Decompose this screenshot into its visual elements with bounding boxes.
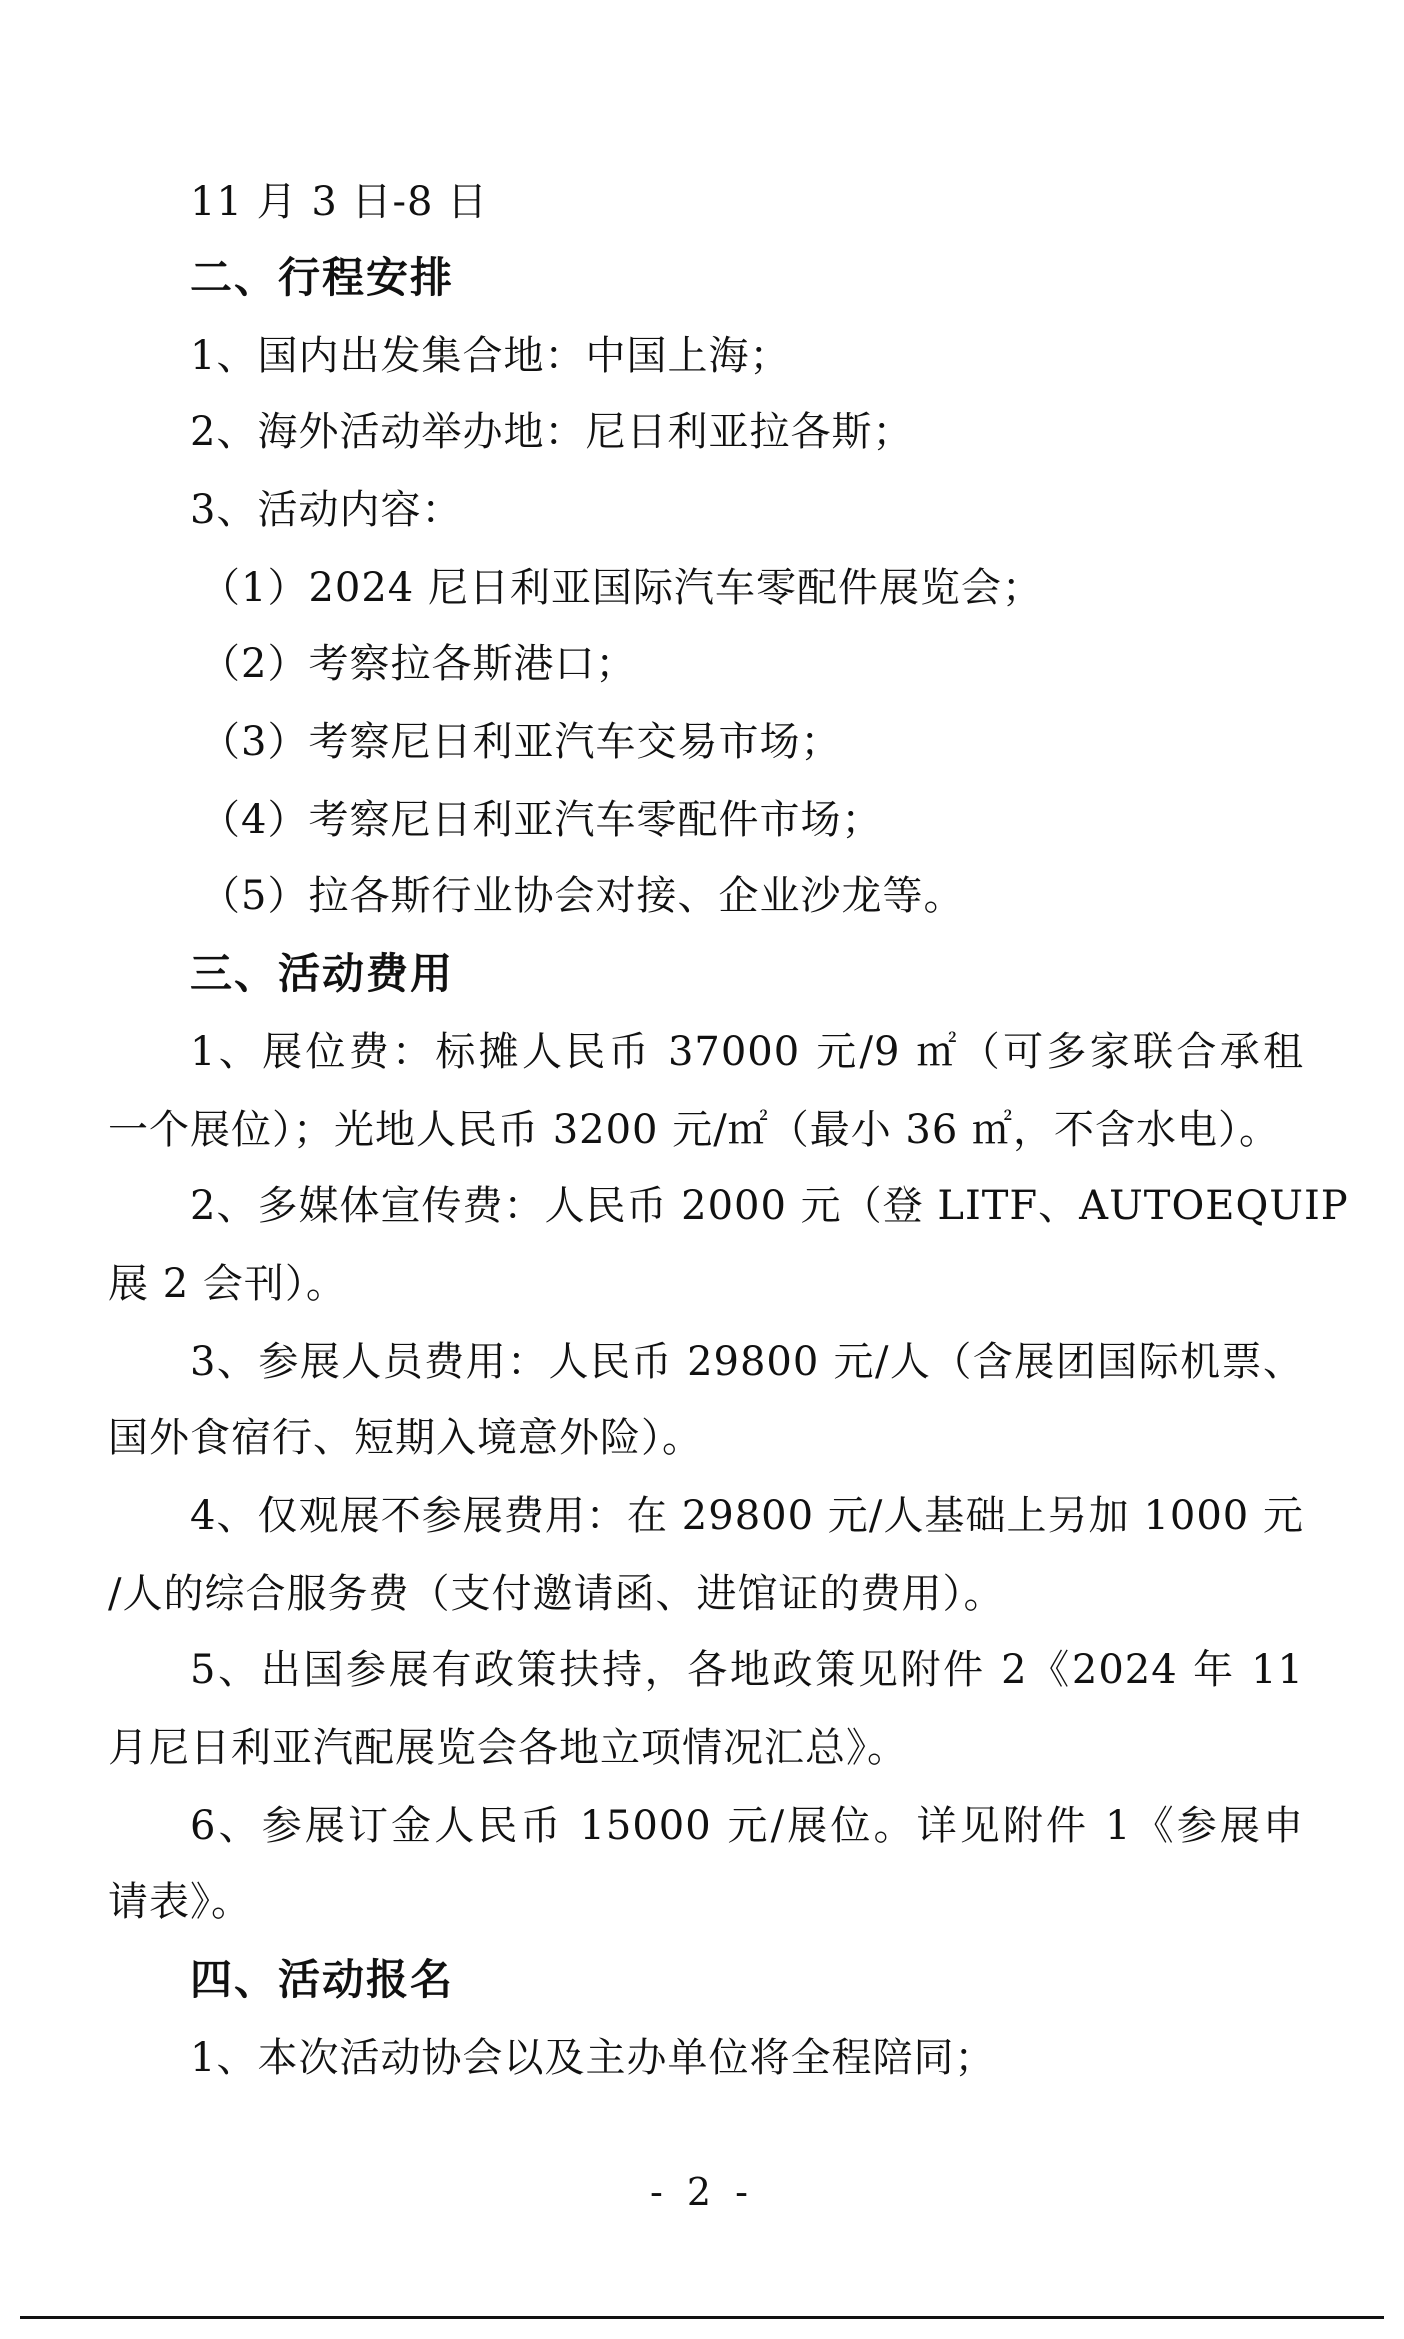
activity-subitem-2: （2）考察拉各斯港口； [200,641,637,687]
page-number: - 2 - [649,2170,754,2214]
section-heading-itinerary: 二、行程安排 [190,253,455,302]
itinerary-item-2: 2、海外活动举办地：尼日利亚拉各斯； [190,409,914,455]
activity-subitem-4: （4）考察尼日利亚汽车零配件市场； [200,797,883,843]
fee-item-6-line-1: 6、参展订金人民币 15000 元/展位。详见附件 1《参展申 [190,1803,1304,1849]
fee-item-3-line-1: 3、参展人员费用：人民币 29800 元/人（含展团国际机票、 [190,1339,1304,1385]
fee-item-5-line-2: 月尼日利亚汽配展览会各地立项情况汇总》。 [108,1725,908,1771]
fee-item-2-line-1: 2、多媒体宣传费：人民币 2000 元（登 LITF、AUTOEQUIP [190,1183,1349,1229]
section-heading-fees: 三、活动费用 [190,949,455,998]
activity-subitem-5: （5）拉各斯行业协会对接、企业沙龙等。 [200,873,965,919]
activity-subitem-3: （3）考察尼日利亚汽车交易市场； [200,719,842,765]
fee-item-5-line-1: 5、出国参展有政策扶持，各地政策见附件 2《2024 年 11 [190,1647,1304,1693]
fee-item-4-line-1: 4、仅观展不参展费用：在 29800 元/人基础上另加 1000 元 [190,1493,1304,1539]
fee-item-1-line-2: 一个展位）；光地人民币 3200 元/㎡（最小 36 ㎡，不含水电）。 [108,1107,1281,1153]
registration-item-1: 1、本次活动协会以及主办单位将全程陪同； [190,2035,996,2081]
activity-subitem-1: （1）2024 尼日利亚国际汽车零配件展览会； [200,565,1043,611]
fee-item-3-line-2: 国外食宿行、短期入境意外险）。 [108,1415,703,1461]
section-heading-registration: 四、活动报名 [190,1955,455,2004]
fee-item-1-line-1: 1、展位费：标摊人民币 37000 元/9 ㎡（可多家联合承租 [190,1029,1304,1075]
itinerary-item-1: 1、国内出发集合地：中国上海； [190,333,791,379]
fee-item-4-line-2: /人的综合服务费（支付邀请函、进馆证的费用）。 [108,1571,1005,1617]
fee-item-2-line-2: 展 2 会刊）。 [108,1261,347,1307]
itinerary-item-3: 3、活动内容： [190,487,463,533]
fee-item-6-line-2: 请表》。 [108,1879,252,1925]
bottom-rule [20,2316,1384,2319]
date-line: 11 月 3 日-8 日 [190,179,489,225]
